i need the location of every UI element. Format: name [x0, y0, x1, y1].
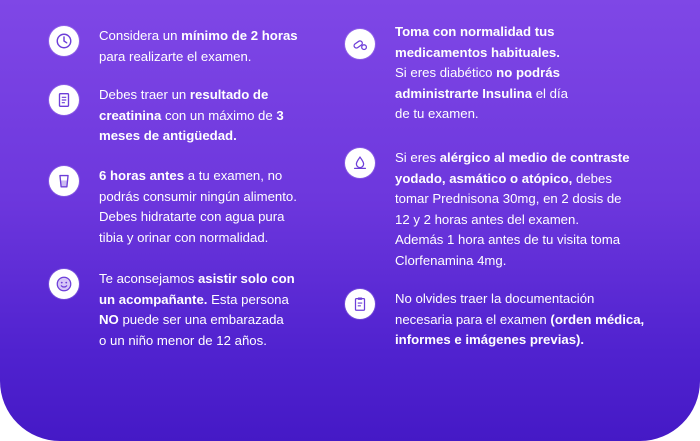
- bold-text: informes e imágenes previas).: [395, 332, 585, 347]
- clipboard-icon: [345, 289, 375, 319]
- text: el día: [532, 85, 568, 101]
- text-line: [395, 210, 630, 231]
- instruction-duration: [49, 26, 298, 67]
- text-line: [99, 207, 297, 228]
- text-line: [395, 230, 630, 251]
- text-line: [395, 148, 630, 169]
- text: para realizarte el examen.: [99, 48, 252, 64]
- clock-icon: [49, 26, 79, 56]
- text-line: [395, 289, 644, 310]
- text-line: [395, 310, 644, 331]
- text: Considera un: [99, 28, 182, 43]
- text: podrás consumir ningún alimento.: [99, 188, 297, 204]
- text: Además 1 hora antes de tu visita toma: [395, 232, 621, 247]
- text-line: [99, 126, 284, 147]
- bold-text: (orden médica,: [550, 311, 645, 327]
- text: Si eres: [395, 150, 440, 165]
- bold-text: 6 horas antes: [99, 168, 185, 183]
- instruction-text: [395, 289, 644, 351]
- bold-text: 3: [276, 107, 284, 123]
- document-icon: [49, 85, 79, 115]
- text: puede ser una embarazada: [118, 312, 284, 327]
- text-line: [99, 269, 295, 290]
- text-line: [99, 187, 297, 208]
- bold-text: medicamentos habituales.: [395, 44, 560, 60]
- instruction-text: [395, 148, 630, 271]
- text-line: [99, 26, 298, 47]
- text-line: [395, 330, 644, 351]
- instruction-documents: [345, 289, 644, 351]
- text-line: [99, 331, 295, 352]
- instruction-text: [99, 269, 295, 351]
- bold-text: no podrás: [496, 65, 560, 80]
- instruction-fasting: [49, 166, 297, 248]
- text: con un máximo de: [161, 107, 277, 123]
- bold-text: asistir solo con: [197, 271, 295, 286]
- bold-text: mínimo de 2 horas: [181, 28, 298, 43]
- instruction-text: [99, 85, 284, 147]
- bold-text: alérgico al medio de contraste: [439, 150, 630, 165]
- text-line: [395, 22, 568, 43]
- text: 12 y 2 horas antes del examen.: [395, 211, 580, 227]
- text: o un niño menor de 12 años.: [99, 332, 267, 348]
- bold-text: resultado de: [189, 87, 269, 102]
- instruction-creatinine: [49, 85, 284, 147]
- text-line: [99, 106, 284, 127]
- text-line: [99, 47, 298, 68]
- bold-text: Toma con normalidad tus: [395, 24, 555, 39]
- text-line: [99, 166, 297, 187]
- text-line: [395, 43, 568, 64]
- text-line: [395, 63, 568, 84]
- text: de tu examen.: [395, 106, 479, 121]
- text: a tu examen, no: [184, 168, 283, 183]
- text-line: [395, 169, 630, 190]
- text: Debes hidratarte con agua pura: [99, 209, 285, 224]
- text: Si eres diabético: [395, 65, 497, 80]
- text: necesaria para el examen: [395, 311, 551, 327]
- pills-icon: [345, 29, 375, 59]
- bold-text: NO: [99, 312, 119, 327]
- bold-text: yodado, asmático o atópico,: [395, 170, 573, 186]
- text-line: [395, 84, 568, 105]
- text-line: [395, 251, 630, 272]
- instruction-medication: [345, 22, 568, 125]
- instruction-text: [99, 166, 297, 248]
- allergy-drop-icon: [345, 148, 375, 178]
- text: Esta persona: [207, 291, 289, 307]
- instruction-allergy: [345, 148, 630, 271]
- bold-text: meses de antigüedad.: [99, 128, 237, 143]
- text: Clorfenamina 4mg.: [395, 252, 507, 268]
- water-glass-icon: [49, 166, 79, 196]
- instruction-text: [99, 26, 298, 67]
- text: No olvides traer la documentación: [395, 291, 595, 306]
- text: Debes traer un: [99, 87, 190, 102]
- bold-text: creatinina: [99, 107, 162, 123]
- smiley-icon: [49, 269, 79, 299]
- instruction-text: [395, 22, 568, 125]
- text-line: [99, 310, 295, 331]
- instruction-companion: [49, 269, 295, 351]
- text: debes: [572, 170, 612, 186]
- text: tomar Prednisona 30mg, en 2 dosis de: [395, 191, 622, 206]
- bold-text: un acompañante.: [99, 291, 208, 307]
- text-line: [99, 228, 297, 249]
- text: Te aconsejamos: [99, 271, 198, 286]
- text-line: [395, 104, 568, 125]
- text-line: [99, 85, 284, 106]
- text: tibia y orinar con normalidad.: [99, 229, 269, 245]
- bold-text: administrarte Insulina: [395, 85, 533, 101]
- text-line: [395, 189, 630, 210]
- text-line: [99, 290, 295, 311]
